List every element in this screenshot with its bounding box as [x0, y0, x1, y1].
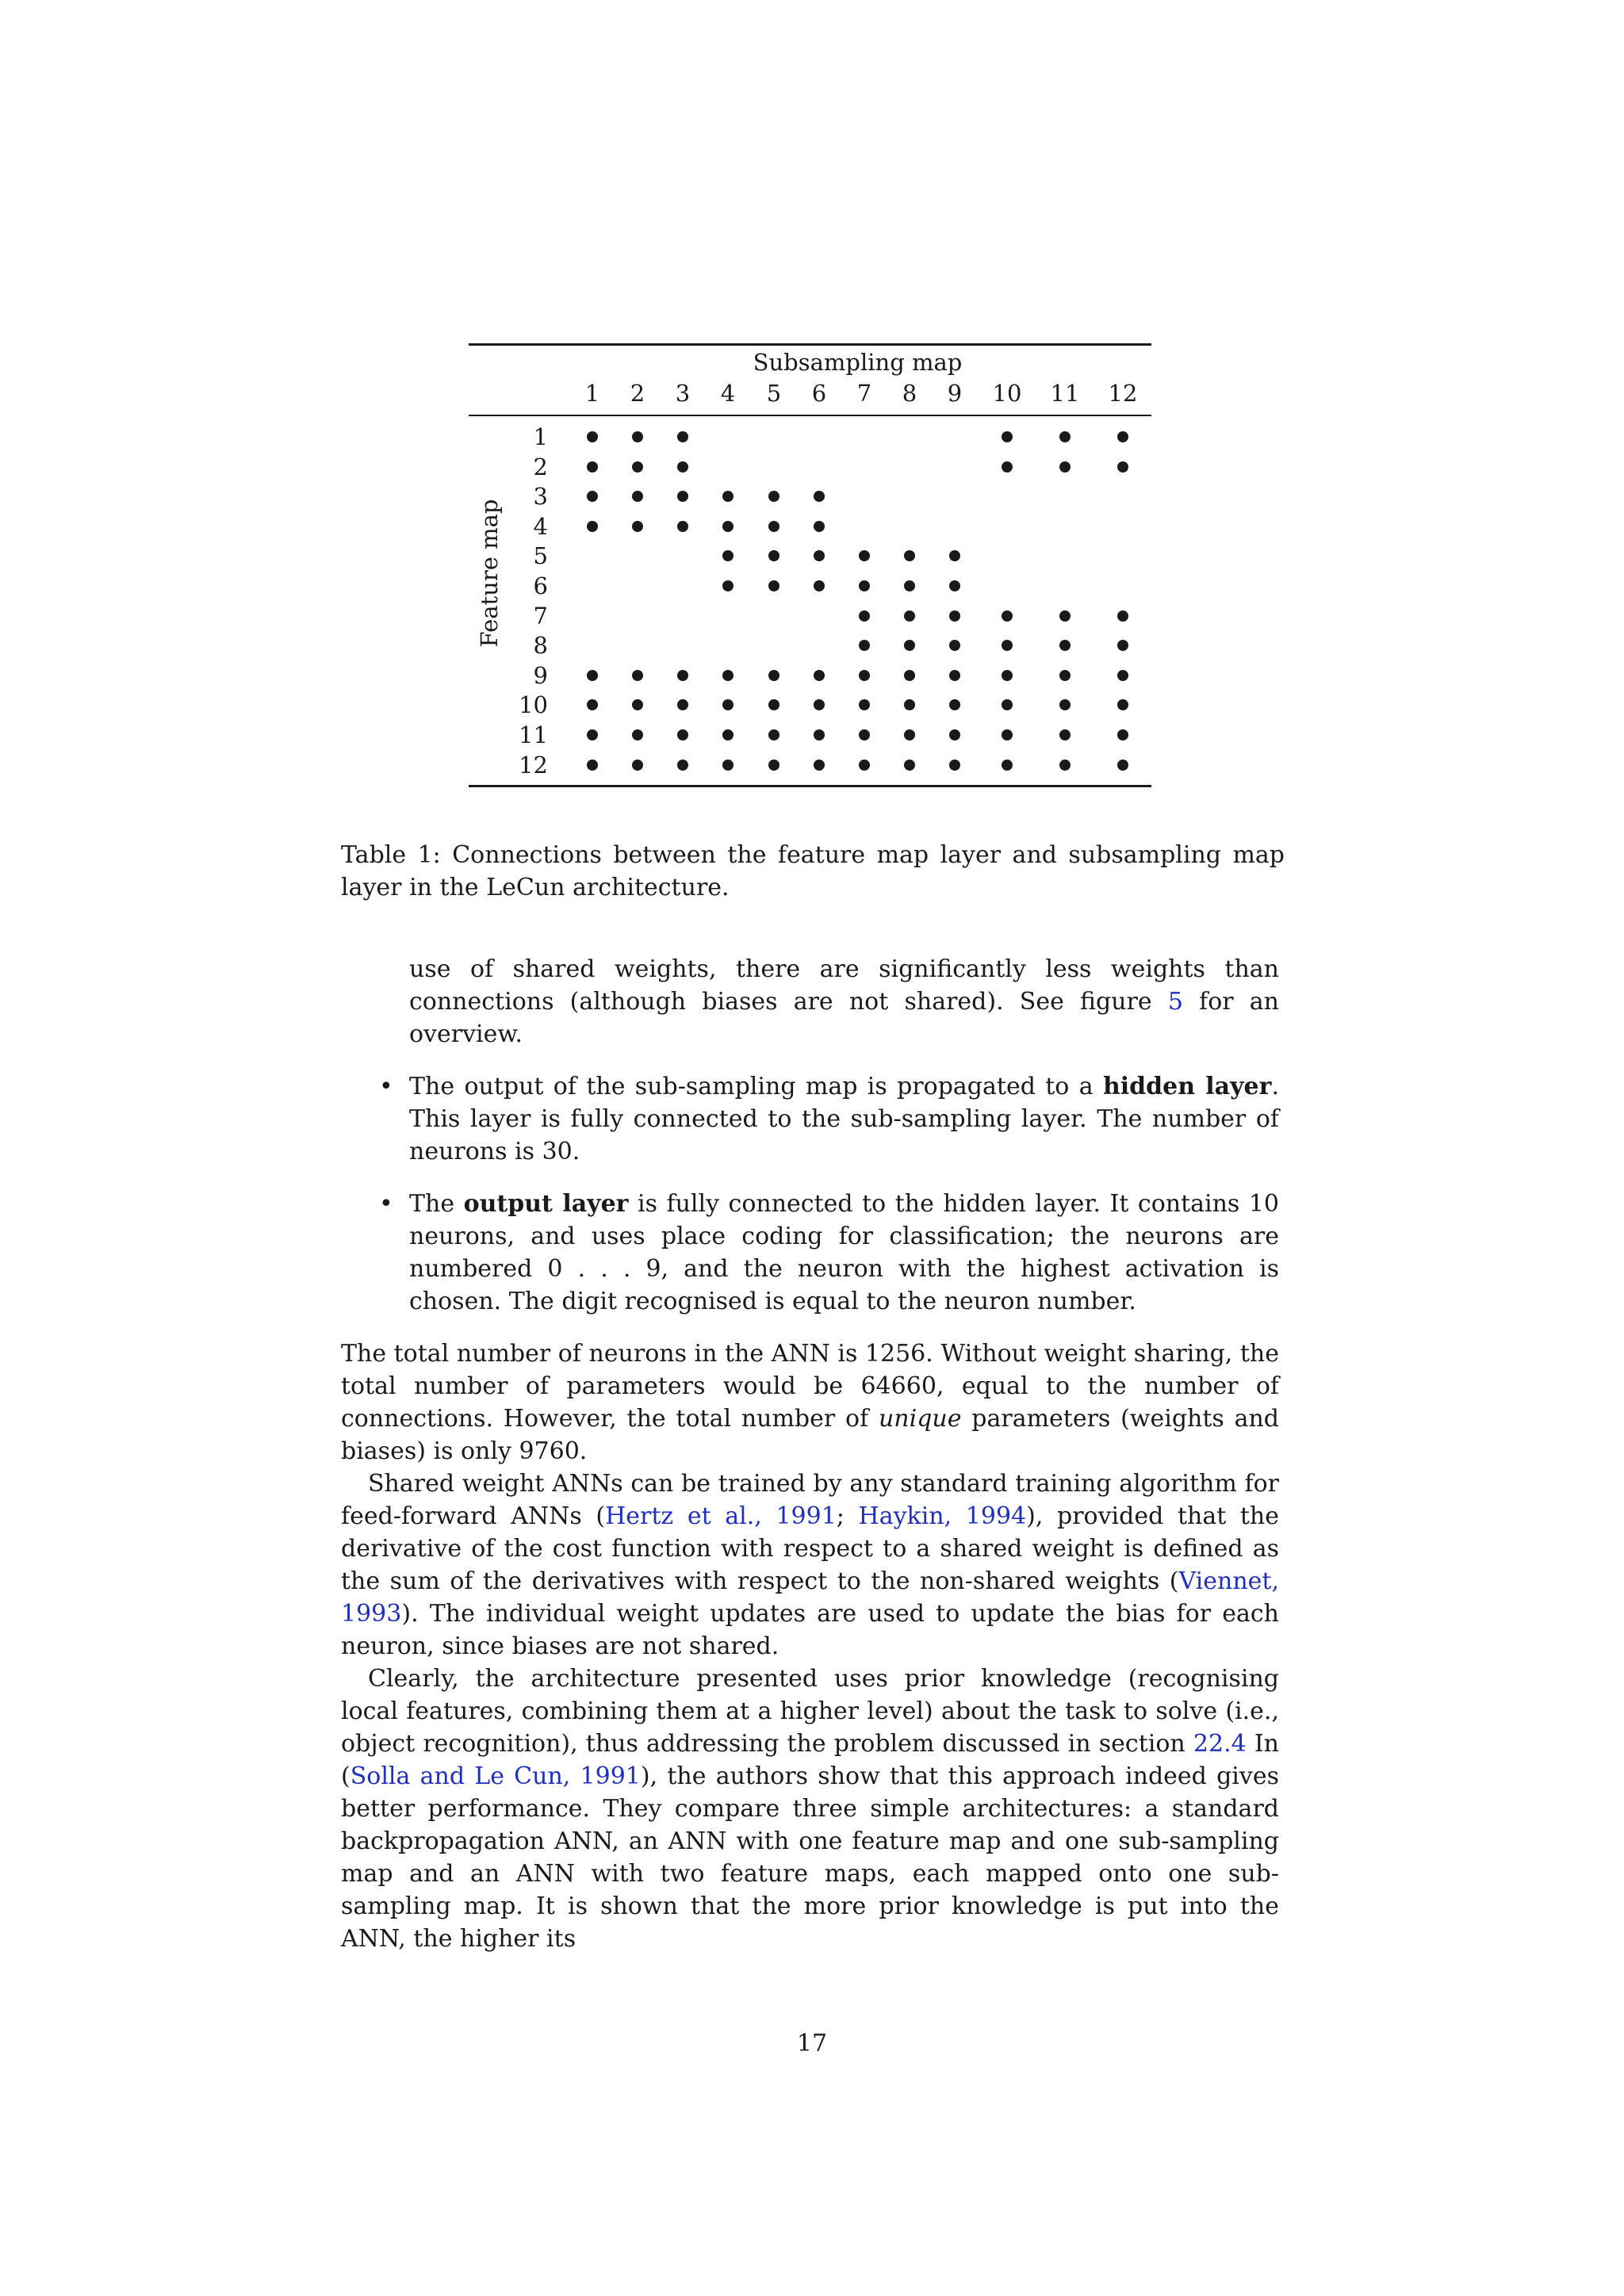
connection-dot: [677, 491, 688, 502]
para2-text-2: ;: [836, 1502, 859, 1530]
citation-viennet[interactable]: Viennet, 1993: [341, 1567, 1279, 1628]
paragraph-neurons: [341, 1337, 1279, 1468]
column-header: 1: [584, 380, 600, 407]
row-header: 2: [533, 453, 548, 480]
connection-dot: [722, 760, 733, 771]
connection-dot: [632, 431, 643, 442]
connection-dot: [587, 670, 598, 681]
table-header-rule: [469, 415, 1151, 416]
connection-dot: [587, 431, 598, 442]
connection-dot: [677, 729, 688, 740]
row-header: 6: [533, 572, 548, 599]
connection-dot: [904, 760, 915, 771]
connection-dot: [904, 610, 915, 622]
connection-dot: [1002, 610, 1013, 622]
connection-dot: [1059, 729, 1071, 740]
connection-dot: [722, 550, 733, 561]
connection-dot: [768, 699, 779, 710]
connection-dot: [814, 670, 825, 681]
continuation-text-end: for an overview.: [409, 988, 1279, 1048]
connection-dot: [1059, 699, 1071, 710]
connection-dot: [949, 670, 960, 681]
bullet1-text-end: . This layer is fully connected to the sub-sampling layer. The number of neurons is 30.: [409, 1073, 1279, 1165]
para2-text-3: ), provided that the derivative of the cost function with respect to a shared weight is defined as the sum of the derivatives with respect to the non-shared weights (: [341, 1502, 1280, 1595]
connection-dot: [1117, 461, 1128, 473]
column-header: 5: [766, 380, 782, 407]
row-header: 1: [533, 423, 548, 450]
connection-dot: [859, 729, 870, 740]
column-header: 8: [902, 380, 917, 407]
para2-text-4: ). The individual weight updates are used to update the bias for each neuron, since biases are not shared.: [341, 1600, 1279, 1660]
connection-dot: [1117, 670, 1128, 681]
page-number: 17: [796, 2030, 828, 2057]
connection-dot: [859, 760, 870, 771]
bullet2-bold: output layer: [463, 1190, 629, 1218]
connection-dot: [677, 699, 688, 710]
connection-dot: [768, 729, 779, 740]
connection-dot: [1002, 640, 1013, 651]
connection-dot: [904, 699, 915, 710]
connection-dot: [814, 699, 825, 710]
connection-dot: [722, 491, 733, 502]
connection-dot: [904, 670, 915, 681]
connection-dot: [859, 699, 870, 710]
connection-dot: [859, 550, 870, 561]
figure-link[interactable]: 5: [1167, 988, 1183, 1016]
connection-dot: [859, 610, 870, 622]
bullet2-text-end: is fully connected to the hidden layer. It contains 10 neurons, and uses place coding for classification; the neurons are numbered 0 . . . 9, and the neuron with the highest activation is chosen. The digit recognised is equal to the neuron number.: [409, 1190, 1279, 1315]
column-header: 12: [1108, 380, 1138, 407]
row-group-title: Feature map: [476, 499, 503, 648]
connection-dot: [1002, 699, 1013, 710]
connection-dot: [722, 699, 733, 710]
citation-haykin[interactable]: Haykin, 1994: [858, 1502, 1027, 1530]
connection-dot: [904, 729, 915, 740]
table-top-rule: [469, 343, 1151, 346]
connection-dot: [949, 640, 960, 651]
connection-dot: [1002, 461, 1013, 473]
connection-dot: [859, 640, 870, 651]
connection-dot: [722, 729, 733, 740]
row-header: 5: [533, 542, 548, 570]
bullet1-bold: hidden layer: [1102, 1073, 1272, 1100]
connection-dot: [632, 760, 643, 771]
table-bottom-rule: [469, 785, 1151, 787]
column-group-title: Subsampling map: [753, 349, 963, 376]
column-header: 2: [630, 380, 645, 407]
connection-dot: [1117, 699, 1128, 710]
connection-dot: [587, 729, 598, 740]
connection-dot: [1059, 640, 1071, 651]
connection-dot: [677, 431, 688, 442]
connection-dot: [587, 760, 598, 771]
bullet-output-layer: [409, 1188, 1279, 1318]
connection-dot: [587, 521, 598, 532]
connection-dot: [722, 580, 733, 591]
connection-dot: [949, 699, 960, 710]
citation-hertz[interactable]: Hertz et al., 1991: [605, 1502, 837, 1530]
connection-dot: [814, 580, 825, 591]
connection-dot: [1002, 431, 1013, 442]
connection-dot: [814, 491, 825, 502]
caption-line-1: Table 1: Connections between the feature map layer and subsampling map layer: [341, 841, 1285, 901]
connection-dot: [768, 550, 779, 561]
connection-dot: [904, 580, 915, 591]
connection-dot: [949, 580, 960, 591]
paragraph-prior-knowledge: [341, 1663, 1279, 1955]
connection-dot: [677, 760, 688, 771]
connection-dot: [632, 521, 643, 532]
para3-text-1: Clearly, the architecture presented uses prior knowledge (recognising local features, combining them at a higher level) about the task to solve (i.e., object recognition), thus addressing the problem discussed in section: [341, 1665, 1279, 1758]
connection-dot: [1059, 431, 1071, 442]
para1-text: The total number of neurons in the ANN is 1256. Without weight sharing, the total number of parameters would be 64660, equal to the number of connections. However, the total number of: [341, 1340, 1279, 1433]
connection-dot: [768, 670, 779, 681]
paragraph-training: [341, 1468, 1279, 1663]
connection-dot: [587, 491, 598, 502]
connection-dot: [768, 521, 779, 532]
connection-dot: [1059, 610, 1071, 622]
column-header: 9: [947, 380, 963, 407]
caption-line-2: in the LeCun architecture.: [409, 874, 730, 901]
connection-dot: [1117, 610, 1128, 622]
column-header: 3: [675, 380, 691, 407]
connection-dot: [587, 699, 598, 710]
connection-dot: [904, 550, 915, 561]
connection-dot: [722, 521, 733, 532]
row-header: 7: [533, 602, 548, 629]
continuation-text: use of shared weights, there are significantly less weights than connections (although biases are not shared). See figure: [409, 955, 1279, 1016]
connection-dot: [904, 640, 915, 651]
citation-solla[interactable]: Solla and Le Cun, 1991: [350, 1762, 641, 1790]
connection-dot: [632, 670, 643, 681]
column-header: 4: [720, 380, 736, 407]
section-link[interactable]: 22.4: [1193, 1730, 1247, 1758]
connection-dot: [859, 670, 870, 681]
connection-dot: [632, 491, 643, 502]
connection-dot: [677, 521, 688, 532]
connection-dot: [1059, 760, 1071, 771]
row-header: 8: [533, 632, 548, 660]
body-text: [341, 953, 1279, 1955]
bullet-hidden-layer: [409, 1070, 1279, 1168]
bullet2-text: The: [409, 1190, 464, 1218]
connection-dot: [677, 461, 688, 473]
connection-dot: [632, 461, 643, 473]
connection-dot: [814, 729, 825, 740]
connection-dot: [1117, 640, 1128, 651]
connection-dot: [949, 760, 960, 771]
connection-dot: [1117, 729, 1128, 740]
connection-dot: [949, 610, 960, 622]
connection-dot: [768, 580, 779, 591]
connection-dot: [814, 760, 825, 771]
connection-dot: [1117, 431, 1128, 442]
connection-dot: [587, 461, 598, 473]
connection-dot: [859, 580, 870, 591]
column-header: 10: [992, 380, 1022, 407]
row-header: 9: [533, 661, 548, 689]
row-header: 10: [519, 691, 548, 719]
connection-dot: [1059, 461, 1071, 473]
connection-dot: [677, 670, 688, 681]
para3-text-2: In (: [341, 1730, 1279, 1790]
connection-dot: [722, 670, 733, 681]
row-header: 11: [519, 721, 548, 748]
row-header: 4: [533, 512, 548, 540]
connection-dot: [768, 491, 779, 502]
connection-dot: [949, 550, 960, 561]
row-header: 3: [533, 483, 548, 511]
connection-dot: [632, 699, 643, 710]
para2-text-1: Shared weight ANNs can be trained by any standard training algorithm for feed-forward ANNs (: [341, 1470, 1279, 1530]
connection-dot: [1002, 670, 1013, 681]
column-header: 11: [1050, 380, 1080, 407]
connection-dot: [1002, 760, 1013, 771]
connection-dot: [1117, 760, 1128, 771]
column-header: 7: [856, 380, 872, 407]
para1-text-end: parameters (weights and biases) is only 9760.: [341, 1405, 1279, 1465]
row-header: 12: [519, 751, 548, 779]
connection-dot: [949, 729, 960, 740]
connection-dot: [814, 521, 825, 532]
bullet-continuation: [409, 953, 1279, 1050]
connection-dot: [1059, 670, 1071, 681]
column-header: 6: [811, 380, 827, 407]
para1-italic: unique: [878, 1405, 962, 1433]
bullet1-text: The output of the sub-sampling map is propagated to a: [409, 1073, 1103, 1100]
connection-dot: [768, 760, 779, 771]
connection-dot: [814, 550, 825, 561]
table-caption: [341, 839, 1285, 904]
connection-dot: [1002, 729, 1013, 740]
connection-dot: [632, 729, 643, 740]
para3-text-3: ), the authors show that this approach indeed gives better performance. They compare three simple architectures: a standard backpropagation ANN, an ANN with one feature map and one sub-sampling map and an ANN with two feature maps, each mapped onto one sub-sampling map. It is shown that the more prior knowledge is put into the ANN, the higher its: [341, 1762, 1279, 1953]
